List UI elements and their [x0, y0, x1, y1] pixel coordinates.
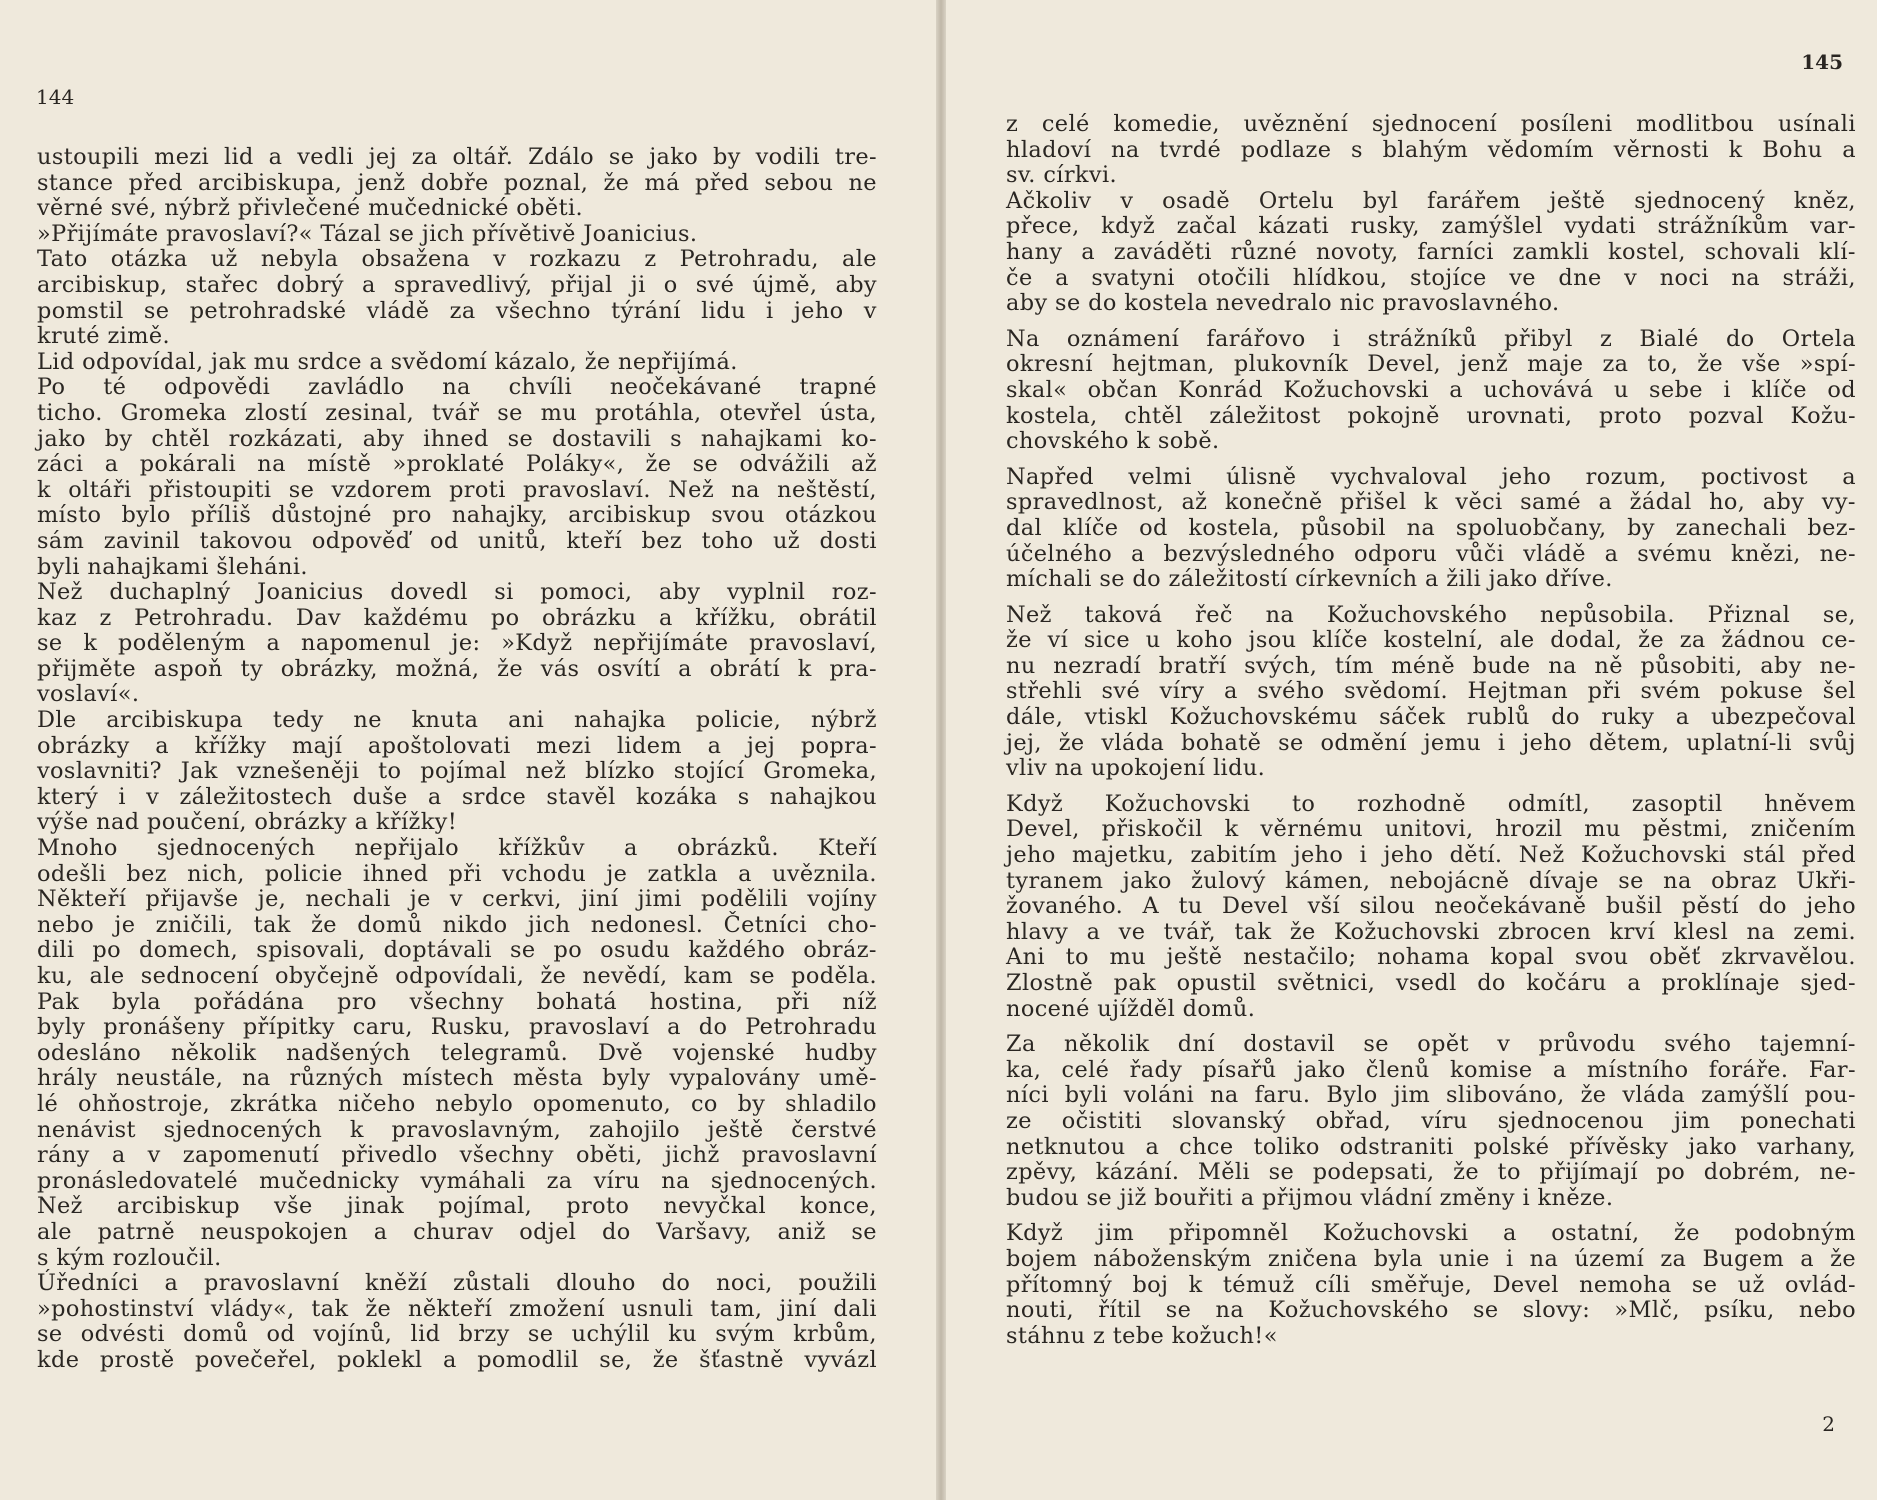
text-line: s kým rozloučil.: [37, 1244, 222, 1271]
page-body-text: [1006, 112, 1856, 1349]
text-line: Někteří přijavše je, nechali je v cerkvi, jiní jimi podělili vojíny: [37, 886, 877, 913]
text-line: kde prostě povečeřel, poklekl a pomodlil se, že šťastně vyvázl: [37, 1346, 877, 1373]
text-line: okresní hejtman, plukovník Devel, jenž maje za to, že vše »spí-: [1006, 351, 1856, 378]
text-line: rány a v zapomenutí přivedlo všechny oběti, jichž pravoslavní: [37, 1142, 877, 1169]
text-line: arcibiskup, stařec dobrý a spravedlivý, přijal ji o své újmě, aby: [37, 271, 877, 298]
right-page: [946, 0, 1877, 1500]
text-line: sám zavinil takovou odpověď od unitů, kteří bez toho už dosti: [37, 527, 877, 554]
text-line: dili po domech, spisovali, doptávali se po osudu každého obráz-: [37, 937, 877, 964]
text-line: odesláno několik nadšených telegramů. Dvě vojenské hudby: [37, 1039, 877, 1066]
text-line: míchali se do záležitostí církevních a žili jako dříve.: [1006, 566, 1613, 593]
text-line: Napřed velmi úlisně vychvaloval jeho rozum, poctivost a: [1006, 463, 1856, 490]
text-line: hladoví na tvrdé podlaze s blahým vědomím věrnosti k Bohu a: [1006, 136, 1856, 163]
signature-mark: 2: [1822, 1412, 1835, 1436]
text-line: Než taková řeč na Kožuchovského nepůsobila. Přiznal se,: [1006, 601, 1856, 628]
text-line: aby se do kostela nevedralo nic pravoslavného.: [1006, 290, 1560, 317]
text-line: kaz z Petrohradu. Dav každému po obrázku a křížku, obrátil: [37, 604, 877, 631]
text-line: věrné své, nýbrž přivlečené mučednické oběti.: [37, 195, 584, 222]
text-line: byly pronášeny přípitky caru, Rusku, pravoslaví a do Petrohradu: [37, 1014, 877, 1041]
text-line: obrázky a křížky mají apoštolovati mezi lidem a jej popra-: [37, 732, 877, 759]
text-line: Zlostně pak opustil světnici, vsedl do kočáru a proklínaje sjed-: [1006, 970, 1856, 996]
text-line: účelného a bezvýsledného odporu vůči vládě a svému knězi, ne-: [1006, 540, 1856, 567]
text-line: chovského k sobě.: [1006, 428, 1220, 455]
text-line: přijměte aspoň ty obrázky, možná, že vás osvítí a obrátí k pra-: [37, 655, 877, 682]
page-number: 144: [36, 85, 75, 109]
text-line: ale patrně neuspokojen a churav odjel do Varšavy, aniž se: [37, 1218, 877, 1245]
text-line: ka, celé řady písařů jako členů komise a místního foráře. Far-: [1006, 1056, 1856, 1083]
text-line: z celé komedie, uvěznění sjednocení posíleni modlitbou usínali: [1006, 111, 1856, 137]
text-line: Pak byla pořádána pro všechny bohatá hostina, při níž: [37, 988, 877, 1015]
text-line: Tato otázka už nebyla obsažena v rozkazu z Petrohradu, ale: [37, 246, 877, 273]
text-line: stance před arcibiskupa, jenž dobře poznal, že má před sebou ne: [37, 169, 877, 196]
text-line: bojem náboženským zničena byla unie i na území za Bugem a že: [1006, 1245, 1856, 1272]
text-line: Ačkoliv v osadě Ortelu byl farářem ještě sjednocený kněz,: [1006, 187, 1856, 214]
text-line: dále, vtiskl Kožuchovskému sáček rublů do ruky a ubezpečoval: [1006, 704, 1856, 731]
text-line: že ví sice u koho jsou klíče kostelní, ale dodal, že za žádnou ce-: [1006, 627, 1856, 654]
text-line: ticho. Gromeka zlostí zesinal, tvář se mu protáhla, otevřel ústa,: [37, 399, 877, 426]
text-line: »pohostinství vlády«, tak že někteří zmožení usnuli tam, jiní dali: [37, 1295, 877, 1322]
text-line: nenávist sjednocených k pravoslavným, zahojilo ještě čerstvé: [37, 1116, 877, 1143]
text-line: sv. církvi.: [1006, 162, 1118, 189]
text-line: se odvésti domů od vojínů, lid brzy se uchýlil ku svým krbům,: [37, 1321, 877, 1348]
text-line: ku, ale sednocení obyčejně odpovídali, že nevědí, kam se poděla.: [37, 963, 877, 989]
text-line: nu nezradí bratří svých, tím méně bude na ně působiti, aby ne-: [1006, 652, 1856, 679]
text-line: žovaného. A tu Devel vší silou neočekávaně bušil pěstí do jeho: [1006, 893, 1856, 920]
text-line: »Přijímáte pravoslaví?« Tázal se jich přívětivě Joanicius.: [37, 220, 698, 247]
text-line: nouti, řítil se na Kožuchovského se slovy: »Mlč, psíku, nebo: [1006, 1297, 1856, 1324]
text-line: střehli své víry a svého svědomí. Hejtman při svém pokuse šel: [1006, 678, 1856, 705]
text-line: jako by chtěl rozkázati, aby ihned se dostavili s nahajkami ko-: [37, 425, 877, 452]
text-line: hlavy a ve tvář, tak že Kožuchovski zbrocen krví klesl na zemi.: [1006, 918, 1856, 945]
text-line: zpěvy, kázání. Měli se podepsati, že to přijímají po dobrém, ne-: [1006, 1159, 1856, 1186]
text-line: k oltáři přistoupiti se vzdorem proti pravoslaví. Než na neštěstí,: [37, 476, 877, 503]
text-line: nebo je zničili, tak že domů nikdo jich nedonesl. Četníci cho-: [37, 911, 877, 938]
text-line: Když Kožuchovski to rozhodně odmítl, zasoptil hněvem: [1006, 790, 1856, 817]
text-line: jeho majetku, zabitím jeho i jeho dětí. Než Kožuchovski stál před: [1006, 842, 1856, 869]
text-line: skal« občan Konrád Kožuchovski a uchovává u sebe i klíče od: [1006, 376, 1856, 403]
text-line: Lid odpovídal, jak mu srdce a svědomí kázalo, že nepřijímá.: [37, 348, 738, 375]
text-line: spravedlnost, až konečně přišel k věci samé a žádal ho, aby vy-: [1006, 489, 1856, 516]
text-line: netknutou a chce toliko odstraniti polské přívěsky jako varhany,: [1006, 1133, 1856, 1160]
text-line: voslaví«.: [37, 681, 140, 708]
text-line: místo bylo příliš důstojné pro nahajky, arcibiskup svou otázkou: [37, 502, 877, 529]
text-line: dal klíče od kostela, působil na spoluobčany, by zanechali bez-: [1006, 514, 1856, 541]
text-line: výše nad poučení, obrázky a křížky!: [37, 809, 458, 836]
text-line: Když jim připomněl Kožuchovski a ostatní, že podobným: [1006, 1220, 1856, 1247]
text-line: ze očistiti slovanský obřad, víru sjednocenou jim ponechati: [1006, 1107, 1856, 1134]
text-line: Mnoho sjednocených nepřijalo křížkův a obrázků. Kteří: [37, 835, 877, 862]
text-line: nocené ujížděl domů.: [1006, 995, 1256, 1022]
text-line: Na oznámení farářovo i strážníků přibyl z Bialé do Ortela: [1006, 325, 1856, 352]
text-line: Dle arcibiskupa tedy ne knuta ani nahajka policie, nýbrž: [37, 707, 877, 734]
text-line: Po té odpovědi zavládlo na chvíli neočekávané trapné: [37, 374, 877, 401]
page-body-text: [37, 145, 877, 1374]
text-line: pomstil se petrohradské vládě za všechno týrání lidu i jeho v: [37, 297, 877, 324]
book-gutter: [936, 0, 946, 1500]
text-line: če a svatyni otočili hlídkou, stojíce ve dne v noci na stráži,: [1006, 264, 1856, 291]
text-line: níci byli voláni na faru. Bylo jim slibováno, že vláda zamýšlí pou-: [1006, 1082, 1856, 1109]
left-page: [0, 0, 936, 1500]
text-line: Než duchaplný Joanicius dovedl si pomoci, aby vyplnil roz-: [37, 579, 877, 606]
text-line: Úředníci a pravoslavní kněží zůstali dlouho do noci, použili: [37, 1270, 877, 1297]
text-line: ustoupili mezi lid a vedli jej za oltář. Zdálo se jako by vodili tre-: [37, 144, 877, 170]
text-line: budou se již bouřiti a přijmou vládní změny i kněze.: [1006, 1184, 1614, 1211]
text-line: kostela, chtěl záležitost pokojně urovnati, proto pozval Kožu-: [1006, 402, 1856, 429]
text-line: Devel, přiskočil k věrnému unitovi, hrozil mu pěstmi, zničením: [1006, 816, 1856, 843]
text-line: Ani to mu ještě nestačilo; nohama kopal svou oběť zkrvavělou.: [1006, 944, 1856, 971]
text-line: voslavniti? Jak vznešeněji to pojímal než blízko stojící Gromeka,: [37, 758, 877, 785]
text-line: přítomný boj k témuž cíli směřuje, Devel nemoha se už ovlád-: [1006, 1271, 1856, 1298]
text-line: Než arcibiskup vše jinak pojímal, proto nevyčkal konce,: [37, 1193, 877, 1220]
text-line: kruté zimě.: [37, 323, 171, 350]
text-line: hrály neustále, na různých místech města byly vypalovány umě-: [37, 1065, 877, 1092]
text-line: tyranem jako žulový kámen, nebojácně dívaje se na obraz Ukři-: [1006, 867, 1856, 894]
text-line: záci a pokárali na místě »proklaté Poláky«, že se odvážili až: [37, 451, 877, 478]
text-line: přece, když začal kázati rusky, zamýšlel vydati strážníkům var-: [1006, 213, 1856, 240]
text-line: vliv na upokojení lidu.: [1006, 755, 1266, 782]
text-line: který i v záležitostech duše a srdce stavěl kozáka s nahajkou: [37, 783, 877, 810]
text-line: Za několik dní dostavil se opět v průvodu svého tajemní-: [1006, 1031, 1856, 1058]
text-line: odešli bez nich, policie ihned při vchodu je zatkla a uvěznila.: [37, 860, 877, 887]
text-line: se k poděleným a napomenul je: »Když nepřijímáte pravoslaví,: [37, 630, 877, 657]
text-line: stáhnu z tebe kožuch!«: [1006, 1322, 1278, 1349]
text-line: pronásledovatelé mučednicky vymáhali za víru na sjednocených.: [37, 1167, 877, 1194]
text-line: hany a zaváděti různé novoty, farníci zamkli kostel, schovali klí-: [1006, 238, 1856, 265]
text-line: lé ohňostroje, zkrátka ničeho nebylo opomenuto, co by shladilo: [37, 1090, 877, 1117]
text-line: jej, že vláda bohatě se odmění jemu i jeho dětem, uplatní-li svůj: [1006, 729, 1856, 756]
text-line: byli nahajkami šleháni.: [37, 553, 308, 580]
page-number: 145: [1801, 50, 1843, 74]
